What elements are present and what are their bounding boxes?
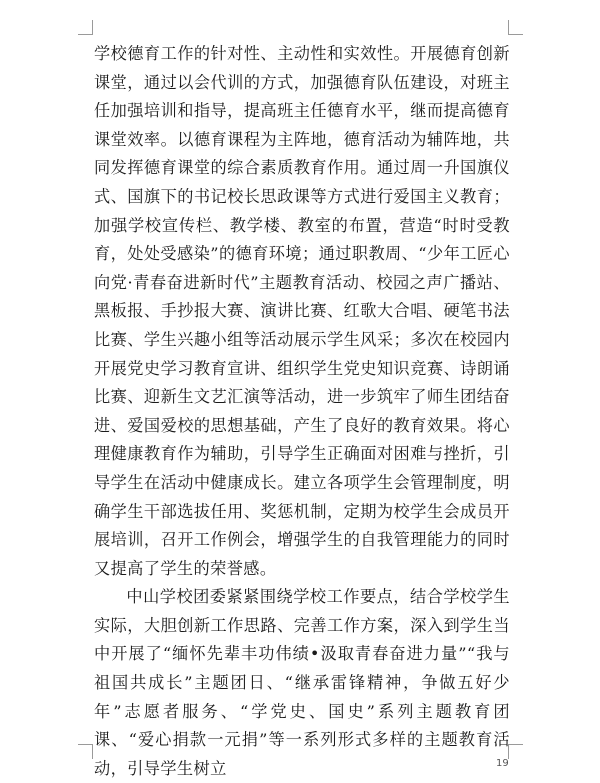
crop-mark-top-right bbox=[508, 20, 523, 35]
crop-mark-bottom-right bbox=[508, 744, 523, 759]
crop-mark-bottom-left bbox=[78, 744, 93, 759]
page-number: 19 bbox=[496, 758, 509, 769]
body-text bbox=[94, 40, 510, 783]
crop-mark-top-left bbox=[78, 20, 93, 35]
paragraph-1: 学校德育工作的针对性、主动性和实效性。开展德育创新课堂，通过以会代训的方式，加强德育队伍建设，对班主任加强培训和指导，提高班主任德育水平，继而提高德育课堂效率。以德育课程为主阵地，德育活动为辅阵地，共同发挥德育课堂的综合素质教育作用。通过周一升国旗仪式、国旗下的书记校长思政课等方式进行爱国主义教育；加强学校宣传栏、教学楼、教室的布置，营造“时时受教育，处处受感染”的德育环境；通过职教周、“少年工匠心向党·青春奋进新时代”主题教育活动、校园之声广播站、黑板报、手抄报大赛、演讲比赛、红歌大合唱、硬笔书法比赛、学生兴趣小组等活动展示学生风采；多次在校园内开展党史学习教育宣讲、组织学生党史知识竞赛、诗朗诵比赛、迎新生文艺汇演等活动，进一步筑牢了师生团结奋进、爱国爱校的思想基础，产生了良好的教育效果。将心理健康教育作为辅助，引导学生正确面对困难与挫折，引导学生在活动中健康成长。建立各项学生会管理制度，明确学生干部选拔任用、奖惩机制，定期为校学生会成员开展培训，召开工作例会，增强学生的自我管理能力的同时又提高了学生的荣誉感。 bbox=[94, 44, 510, 578]
paragraph-2: 中山学校团委紧紧围绕学校工作要点，结合学校学生实际，大胆创新工作思路、完善工作方案，深入到学生当中开展了“缅怀先辈丰功伟绩•汲取青春奋进力量”“我与祖国共成长”主题团日、“继承雷锋精神，争做五好少年”志愿者服务、“学党史、国史”系列主题教育团课、“爱心捐款一元捐”等一系列形式多样的主题教育活动，引导学生树立 bbox=[94, 587, 510, 778]
